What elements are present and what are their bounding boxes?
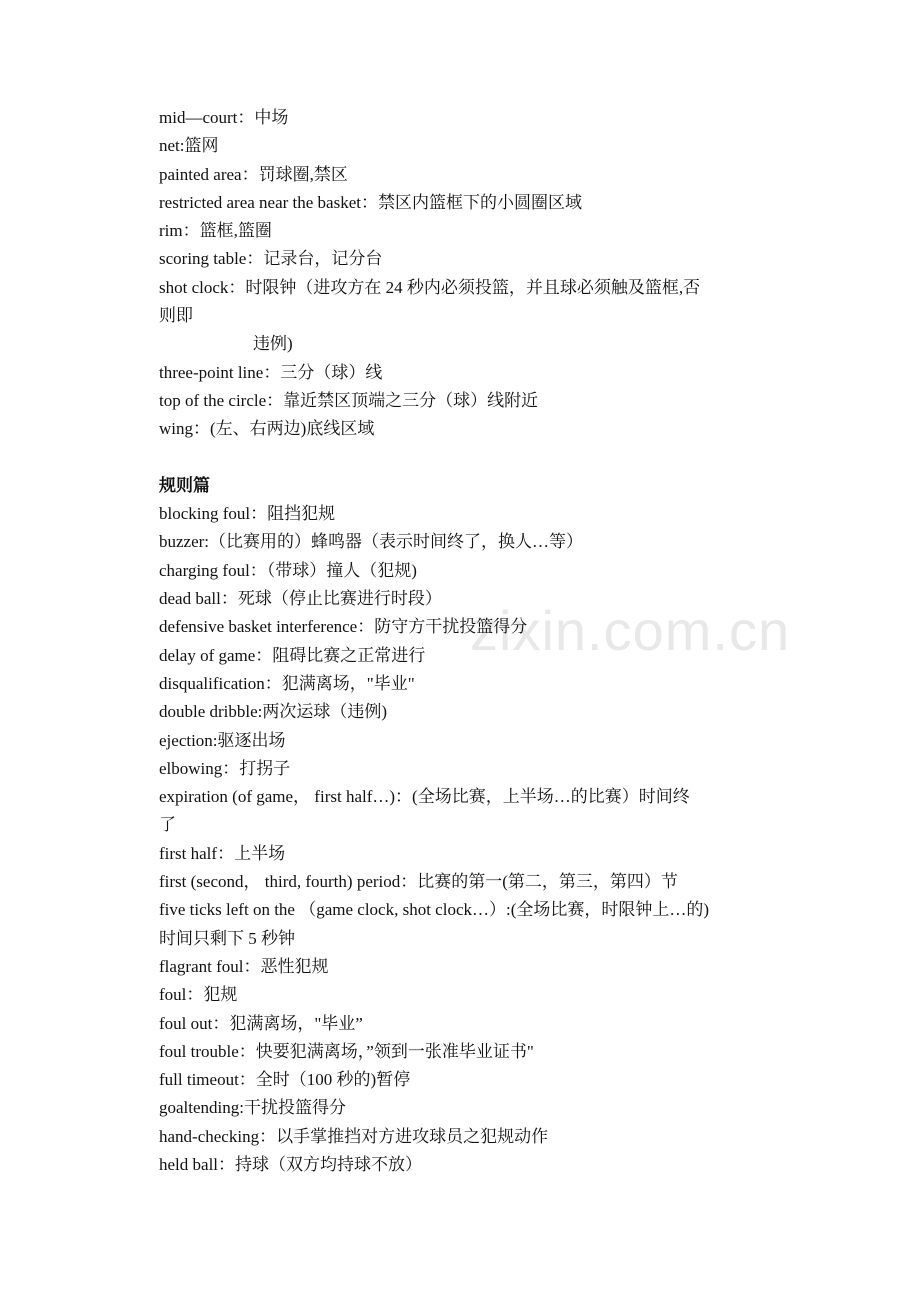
glossary-line: hand-checking：以手掌推挡对方进攻球员之犯规动作 [159, 1126, 549, 1146]
glossary-line: disqualification：犯满离场，"毕业" [159, 673, 415, 693]
glossary-line: net:篮网 [159, 136, 219, 156]
glossary-line: dead ball：死球（停止比赛进行时段） [159, 589, 442, 609]
glossary-line: elbowing：打拐子 [159, 758, 291, 778]
glossary-line: foul trouble：快要犯满离场，”领到一张准毕业证书" [159, 1041, 534, 1061]
glossary-line: shot clock：时限钟（进攻方在 24 秒内必须投篮，并且球必须触及篮框,否 [159, 277, 701, 297]
glossary-line: 违例) [253, 334, 293, 354]
glossary-line: 则即 [159, 306, 193, 326]
section-heading: 规则篇 [159, 475, 210, 495]
watermark: zixin.com.cn [470, 599, 791, 662]
blank-line [159, 444, 769, 472]
glossary-line: first half：上半场 [159, 843, 286, 863]
glossary-line: delay of game：阻碍比赛之正常进行 [159, 645, 426, 665]
glossary-line: flagrant foul：恶性犯规 [159, 956, 329, 976]
glossary-line: foul：犯规 [159, 985, 238, 1005]
glossary-line: wing：(左、右两边)底线区域 [159, 419, 375, 439]
glossary-line: double dribble:两次运球（违例) [159, 702, 388, 722]
glossary-line: five ticks left on the （game clock, shot clock…）:(全场比赛，时限钟上…的) [159, 900, 710, 920]
glossary-line: first (second， third, fourth) period：比赛的第一(第二，第三，第四）节 [159, 872, 678, 892]
glossary-line: blocking foul：阻挡犯规 [159, 504, 336, 524]
glossary-line: 时间只剩下 5 秒钟 [159, 928, 295, 948]
glossary-line: defensive basket interference：防守方干扰投篮得分 [159, 617, 528, 637]
glossary-line: foul out：犯满离场，"毕业” [159, 1013, 363, 1033]
glossary-line: scoring table：记录台，记分台 [159, 249, 383, 269]
glossary-line: goaltending:干扰投篮得分 [159, 1098, 346, 1118]
glossary-line: 了 [159, 815, 176, 835]
glossary-line: ejection:驱逐出场 [159, 730, 286, 750]
glossary-line: restricted area near the basket：禁区内篮框下的小圆圈区域 [159, 192, 582, 212]
glossary-line: rim：篮框,篮圈 [159, 221, 272, 241]
glossary-line: held ball：持球（双方均持球不放） [159, 1154, 423, 1174]
glossary-line: three-point line：三分（球）线 [159, 362, 383, 382]
glossary-line: mid—court：中场 [159, 108, 289, 127]
glossary-line: full timeout：全时（100 秒的)暂停 [159, 1070, 411, 1090]
glossary-line: expiration (of game， first half…)：(全场比赛，上半场…的比赛）时间终 [159, 787, 690, 807]
glossary-line: charging foul：（带球）撞人（犯规) [159, 560, 417, 580]
glossary-line: top of the circle：靠近禁区顶端之三分（球）线附近 [159, 390, 539, 410]
document-body [159, 104, 769, 1179]
glossary-line: painted area：罚球圈,禁区 [159, 164, 348, 184]
glossary-line: buzzer:（比赛用的）蜂鸣器（表示时间终了，换人…等） [159, 532, 584, 552]
